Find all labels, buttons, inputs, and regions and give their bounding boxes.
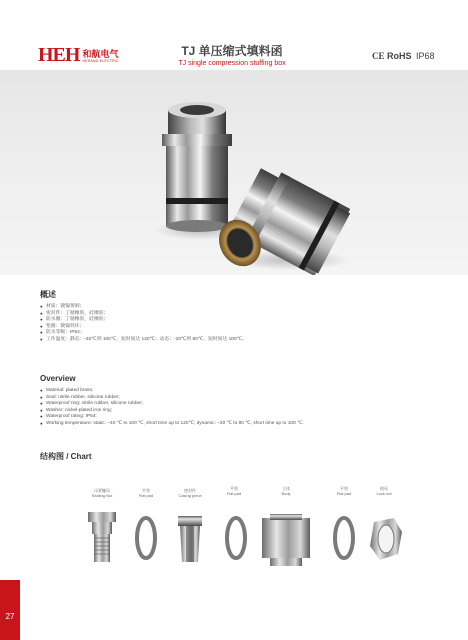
ip-rating: IP68 bbox=[416, 51, 435, 61]
list-item: ● 防水圈：丁腈橡胶，硅橡胶； bbox=[40, 317, 247, 324]
structure-title: 结构图 / Chart bbox=[40, 452, 92, 461]
body-part bbox=[262, 514, 310, 566]
company-logo bbox=[38, 44, 119, 64]
page-header bbox=[0, 0, 468, 70]
list-item: ● Waterproof rating: IP54; bbox=[40, 414, 304, 421]
overview-cn-list bbox=[40, 304, 247, 344]
product-photo bbox=[0, 70, 468, 275]
logo-text bbox=[82, 49, 118, 64]
page-number: 27 bbox=[5, 612, 15, 621]
certifications bbox=[372, 51, 435, 61]
part-label-lock-nut: 锁母 Lock nut bbox=[376, 486, 392, 496]
logo-name-en: HEHANG ELECTRIC bbox=[82, 59, 119, 63]
list-item: ● 垫圈：镀镍铁环； bbox=[40, 324, 247, 331]
flat-pad-part bbox=[335, 518, 353, 558]
product-title-cn: TJ 单压缩式填料函 bbox=[181, 44, 283, 58]
flat-pad-part bbox=[227, 518, 245, 558]
sealing-nut-part bbox=[88, 512, 116, 562]
list-item: ● Working temperature: static: −40 ℃ to 100 ℃, short time up to 120℃; dynamic: −20 ℃ to 80 ℃, short time up to 100 ℃. bbox=[40, 421, 304, 428]
overview-en-section bbox=[40, 374, 304, 428]
part-label-flat-pad-1: 平垫 Flat pad bbox=[138, 488, 154, 498]
ce-mark: CE bbox=[372, 51, 385, 61]
upright-gland bbox=[162, 102, 232, 232]
list-item: ● 工作温度：静态：-40℃到 100℃，短时间达 120℃；动态：-20℃到 80℃，短时间达 100℃。 bbox=[40, 337, 247, 344]
overview-cn-title: 概述 bbox=[40, 290, 56, 299]
overview-en-list bbox=[40, 388, 304, 428]
logo-name-cn: 和航电气 bbox=[82, 49, 119, 59]
cable-gland-photo-illustration bbox=[0, 70, 468, 275]
part-label-body: 主体 Body bbox=[281, 486, 291, 496]
list-item: ● 材质：镀镍黄铜； bbox=[40, 304, 247, 311]
product-title-en: TJ single compression stuffing box bbox=[178, 60, 286, 67]
list-item: ● 密封件：丁腈橡胶，硅橡胶； bbox=[40, 311, 247, 318]
list-item: ● Seal: nitrile rubber, silicone rubber; bbox=[40, 395, 304, 402]
exploded-parts-drawing bbox=[0, 470, 468, 580]
list-item: ● Material: plated brass; bbox=[40, 388, 304, 395]
logo-mark: HEH bbox=[38, 44, 80, 66]
part-label-casing-piece: 密封件 Casing piece bbox=[178, 488, 202, 498]
list-item: ● 防水等级：IP54； bbox=[40, 330, 247, 337]
part-label-flat-pad-3: 平垫 Flat pad bbox=[336, 486, 352, 496]
casing-piece-part bbox=[178, 516, 202, 562]
list-item: ● Waterproof ring: nitrile rubber, silicone rubber; bbox=[40, 401, 304, 408]
lock-nut-part bbox=[370, 518, 402, 560]
rohs-mark: RoHS bbox=[387, 51, 412, 61]
overview-cn-section bbox=[40, 290, 247, 344]
part-label-flat-pad-2: 平垫 Flat pad bbox=[226, 486, 242, 496]
list-item: ● Washer: nickel-plated iron ring; bbox=[40, 408, 304, 415]
part-label-sealing-nut: 压紧螺母 Sealing Nut bbox=[91, 488, 113, 498]
structure-section bbox=[40, 452, 92, 462]
page-number-bar bbox=[0, 580, 20, 640]
flat-pad-part bbox=[137, 518, 155, 558]
overview-en-title: Overview bbox=[40, 374, 76, 383]
exploded-view-chart bbox=[0, 470, 468, 580]
